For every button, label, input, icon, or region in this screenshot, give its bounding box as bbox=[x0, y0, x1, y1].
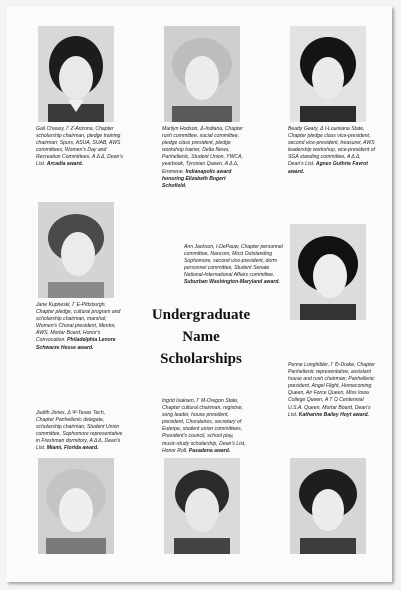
caption-text: Penne Longhibler, Γ Θ-Drake, Chapter Panhellenic representative, assistant house and rush chairman; Panhellenic president, Angel Flight, Homecoming Queen, Air Force Queen, Miss Iowa College Queen, Α Τ Ω Centennial U.S.A. Queen, Mortar Board, Dean's List. bbox=[288, 362, 376, 418]
heading-line-2: Name bbox=[182, 329, 220, 345]
caption-text: Ann Jackson, Ι-DePauw, Chapter personnel committee, Nancom, Most Outstanding Sophomore, second vice-president, dorm personnel committee, Student Senate National-International Affairs committee. bbox=[184, 244, 283, 279]
award-name: Suburban Washington-Maryland award. bbox=[184, 279, 280, 286]
caption-penne-longhibler bbox=[288, 362, 376, 419]
award-name: Indianapolis award honoring Elizabeth Bogert Schofield. bbox=[162, 168, 232, 189]
caption-judith-jones bbox=[36, 410, 124, 453]
caption-text: Gail Chasey, Γ Ζ-Arizona, Chapter scholarship chairman, pledge training chairman; Spurs, ASUA, SUAB, AWS committees, Women's Day and Recreation Committees, Α Δ Δ, Dean's List. bbox=[36, 126, 123, 168]
portrait-judith-jones bbox=[38, 458, 114, 554]
caption-beatty-geary bbox=[288, 126, 376, 176]
caption-ann-jackson bbox=[184, 244, 284, 287]
award-name: Agnes Guthrie Favrot award. bbox=[288, 161, 368, 175]
award-name: Philadelphia Lenore Schwarze Hesse award. bbox=[36, 337, 116, 351]
caption-text: Ingrid Isaksen, Γ Μ-Oregon State, Chapter cultural chairman, registrar, song leader, house president, president, Choralaires, secretary of Euterpe, student union committees, President's council, school play, music-study scholarship, Dean's List, Honor Roll. bbox=[162, 398, 246, 454]
portrait-penne-longhibler bbox=[290, 458, 366, 554]
caption-text: Judith Jones, Δ Ψ-Texas Tech, Chapter Panhellenic delegate, scholarship chairman, Student Union committee, Sophomore representative in Freshman dormitory, Α Δ Δ, Dean's List. bbox=[36, 410, 123, 452]
caption-gail-chasey bbox=[36, 126, 124, 169]
heading-line-3: Scholarships bbox=[160, 351, 242, 367]
portrait-marilyn-hodson bbox=[164, 26, 240, 122]
portrait-jane-kupneski bbox=[38, 202, 114, 298]
caption-marilyn-hodson bbox=[162, 126, 250, 190]
award-name: Arcadia award. bbox=[46, 161, 84, 168]
caption-text: Beatty Geary, Δ Ι-Louisiana State, Chapter pledge class vice-president, second vice-president, treasurer, AWS leadership workshop, vice-president of SGA standing committee, Α Δ Δ, Dean's List. bbox=[288, 126, 375, 168]
yearbook-page bbox=[6, 6, 392, 582]
award-name: Katharine Bailey Hoyt award. bbox=[298, 411, 369, 418]
award-name: Miami, Florida award. bbox=[46, 445, 99, 452]
caption-text: Marilyn Hodson, Δ-Indiana, Chapter rush committee, social committee, pledge class president, pledge workshop trainer, Delta News, Panhellenic, Student Union, YWCA, yearbook, Tyronian Queen, Α Δ Δ, Eromene. bbox=[162, 126, 243, 175]
portrait-ann-jackson bbox=[290, 224, 366, 320]
portrait-ingrid-isaksen bbox=[164, 458, 240, 554]
award-name: Pasadena award. bbox=[188, 447, 231, 454]
page-heading bbox=[136, 304, 266, 370]
caption-jane-kupneski bbox=[36, 302, 124, 352]
heading-line-1: Undergraduate bbox=[151, 307, 251, 323]
caption-text: Jane Kupneski, Γ Ε-Pittsburgh, Chapter pledge, cultural program and scholarship chairman, marshal; Women's Choral president, Mentor, AWS, Mortar Board, Honor's Convocation. bbox=[36, 302, 121, 344]
caption-ingrid-isaksen bbox=[162, 398, 250, 455]
portrait-beatty-geary bbox=[290, 26, 366, 122]
portrait-gail-chasey bbox=[38, 26, 114, 122]
